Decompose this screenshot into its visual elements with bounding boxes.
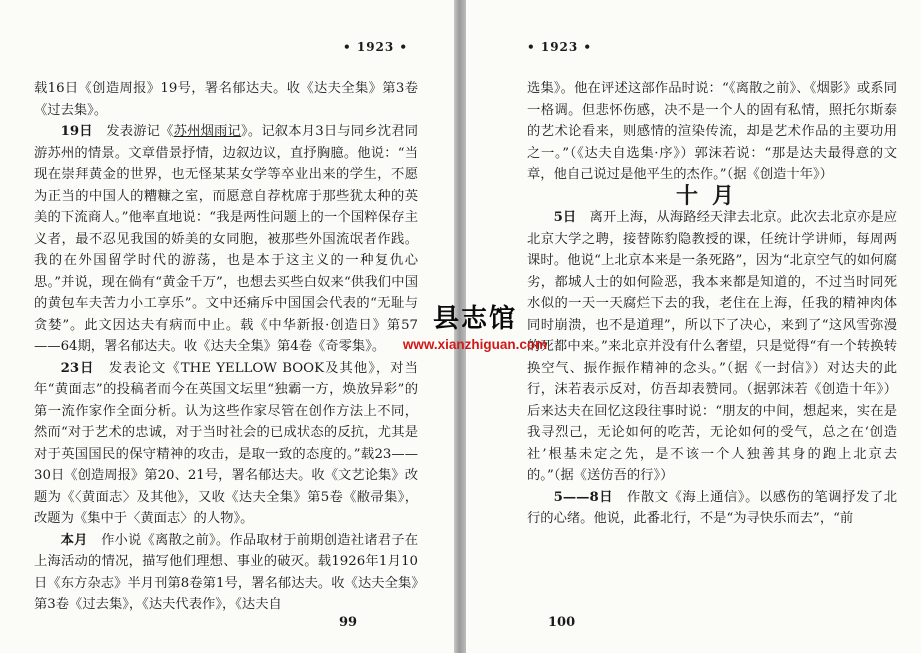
left-page: [0, 0, 454, 653]
paragraph: [34, 78, 418, 121]
paragraph: [34, 121, 418, 358]
paragraph-text: 发表游记《: [92, 124, 174, 139]
paragraph-text: 载16日《创造周报》19号，署名郁达夫。收《达夫全集》第3卷《过去集》。: [34, 81, 418, 118]
work-title: 苏州烟雨记: [173, 124, 242, 139]
page-number: 100: [548, 615, 576, 630]
paragraph-text: 作散文《海上通信》。以感伤的笔调抒发了北行的心绪。他说，此番北行，不是“为寻快乐而去”，“前: [527, 489, 897, 526]
site-watermark: [395, 298, 555, 352]
paragraph-text: 》。记叙本月3日与同乡沈君同游苏州的情景。文章借景抒情，边叙边议，直抒胸臆。他说：“当现在崇拜黄金的世界，也无怪某某女学等卒业出来的学生，不愿为正当的中国人的糟糠之室，而愿意自荐枕席于那些犹太种的英美的下流商人。”他率直地说：“我是两性问题上的一个国粹保存主义者，最不忍见我国的娇美的女同胞，被那些外国流氓者作践。我的在外国留学时代的游荡，也是本于这主义的一种复仇心思。”并说，现在倘有“黄金千万”，也想去买些白奴来“供我们中国的黄包车夫苦力小工享乐”。文中还痛斥中国国会代表的“无耻与贪婪”。此文因达夫有病而中止。载《中华新报·创造日》第57——64期，署名郁达夫。收《达夫全集》第4卷《奇零集》。: [34, 124, 419, 354]
watermark-title: 县志馆: [432, 304, 517, 334]
entry-date: 5——8日: [553, 489, 614, 505]
left-page-body: [34, 78, 418, 616]
page-header-year: • 1923 •: [527, 40, 593, 54]
right-page-body: [527, 78, 897, 530]
paragraph: [34, 358, 418, 530]
paragraph-text: 作小说《离散之前》。作品取材于前期创造社诸君子在上海活动的情况，描写他们理想、事业的破灭。载1926年1月10日《东方杂志》半月刊第8卷第1号，署名郁达夫。收《达夫全集》第3卷《过去集》，《达夫代表作》，《达夫自: [34, 532, 418, 612]
paragraph: [34, 530, 418, 616]
paragraph-text: 离开上海，从海路经天津去北京。此次去北京亦是应北京大学之聘，接替陈豹隐教授的课，任统计学讲师，每周两课时。他说“上北京本来是一条死路”，因为“北京空气的如何腐劣，都城人士的如何险恶，我本来都是知道的，不过当时同死水似的一天一天腐烂下去的我，老住在上海，任我的精神肉体同时崩溃，也不是道理”，所以下了决心，来到了“这风雪弥漫的死都中来。”来北京并没有什么奢望，只是觉得“有一个转换转换空气、振作振作精神的念头。”（据《一封信》）对达夫的此行，沫若表示反对，仿吾却表赞同。（据郭沫若《创造十年》）后来达夫在回忆这段往事时说：“朋友的中间，想起来，实在是我寻烈己，无论如何的吃苦，无论如何的受气，总之在‘创造社’根基未定之先，是不该一个人独善其身的跑上北京去的。”（据《送仿吾的行》）: [527, 210, 897, 483]
month-heading: 十月: [675, 182, 748, 209]
entry-date: 本月: [60, 532, 88, 548]
page-header-year: • 1923 •: [343, 40, 409, 54]
page-number: 99: [339, 615, 358, 630]
paragraph-text: 选集》。他在评述这部作品时说：“《离散之前》、《烟影》或系同一格调。但悲怀伤感，决不是一个人的固有私情，照托尔斯泰的艺术论看来，则感情的渲染传流，却是艺术作品的主要功用之一。”（《达夫自选集·序》）郭沫若说：“那是达夫最得意的文章，他自己说过是他平生的杰作。”（据《创造十年》）: [527, 81, 897, 182]
paragraph: [527, 78, 897, 186]
paragraph: [527, 487, 897, 530]
entry-date: 5日: [553, 210, 577, 225]
entry-date: 23日: [60, 360, 95, 376]
watermark-url: www.xianzhiguan.com: [402, 337, 548, 352]
paragraph-text: 发表论文《THE YELLOW BOOK及其他》，对当年“黄面志”的投稿者而今在英国文坛里“独霸一方，焕放异彩”的第一流作家作全面分析。认为这些作家尽管在创作方法上不同，然而“对于艺术的忠诚，对于当时社会的已成状态的反抗，尤其是对于英国国民的保守精神的攻击，是取一致的态度的。”载23——30日《创造周报》第20、21号，署名郁达夫。收《文艺论集》改题为《〈黄面志〉及其他》，又收《达夫全集》第5卷《敝帚集》，改题为《集中于〈黄面志〉的人物》。: [34, 360, 418, 526]
paragraph: [527, 207, 897, 487]
entry-date: 19日: [60, 124, 93, 139]
